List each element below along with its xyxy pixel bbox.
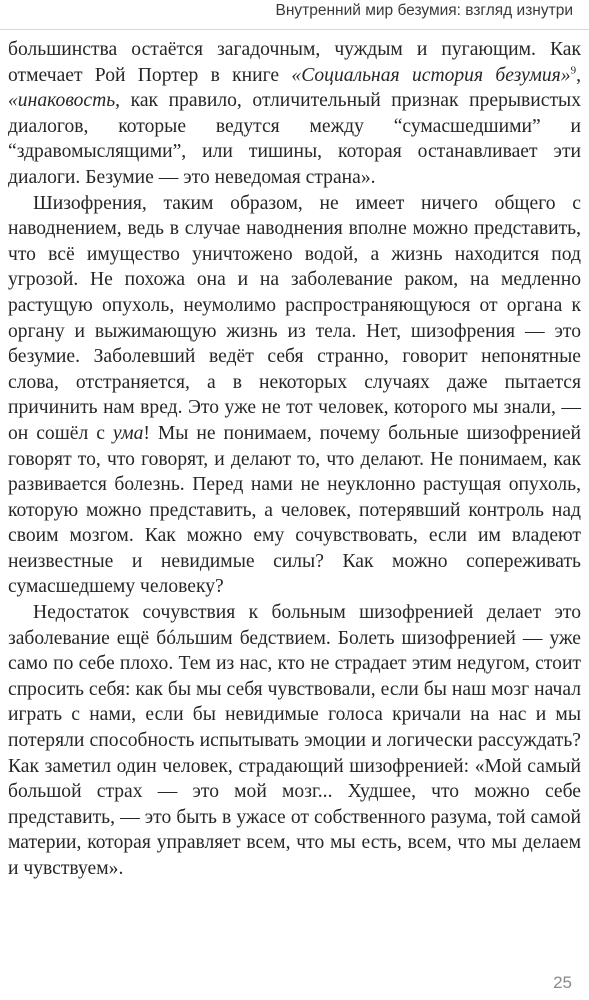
footnote-ref: 9	[570, 64, 577, 77]
book-title: «Социальная история безумия»	[291, 64, 571, 86]
running-header	[0, 0, 589, 30]
paragraph-1	[8, 37, 581, 191]
page-number: 25	[553, 973, 572, 992]
paragraph-1-text-a: большинства остаётся загадочным, чуждым и пугающим. Как отмечает Рой Портер в книге	[8, 39, 581, 86]
italic-mind: ума	[112, 422, 144, 444]
paragraph-1-text-b: , как правило, отличительный признак прерывистых диалогов, которые ведутся между “сумасшедшими” и “здравомыслящими”, или тишины, которая останавливает эти диалоги. Безумие — это неведомая страна».	[8, 90, 581, 188]
body-text	[8, 37, 581, 882]
paragraph-2-text-b: ! Мы не понимаем, почему больные шизофренией говорят то, что говорят, и делают то, что делают. Не понимаем, как развивается болезнь. Перед нами не неуклонно растущая опухоль, которую можно представить, а человек, потерявший контроль над своим мозгом. Как можно ему сочувствовать, если им владеют неизвестные и невидимые силы? Как можно сопереживать сумасшедшему человеку?	[8, 422, 581, 598]
paragraph-3: Недостаток сочувствия к больным шизофренией делает это заболевание ещё бóльшим бедствием. Болеть шизофренией — уже само по себе плохо. Тем из нас, кто не страдает этим недугом, стоит спросить себя: как бы мы себя чувствовали, если бы наш мозг начал играть с нами, если бы невидимые голоса кричали на нас и мы потеряли способность испытывать эмоции и логически рассуждать? Как заметил один человек, страдающий шизофренией: «Мой самый большой страх — это мой мозг... Худшее, что можно себе представить, — это быть в ужасе от собственного разума, той самой материи, которая управляет всем, что мы есть, всем, что мы делаем и чувствуем».	[8, 602, 581, 879]
paragraph-1-comma: ,	[576, 64, 581, 86]
paragraph-2	[8, 191, 581, 601]
paragraph-2-text-a: Шизофрения, таким образом, не имеет ничего общего с наводнением, ведь в случае наводнения вполне можно представить, что всё имущество уничтожено водой, а жизнь находится под угрозой. Не похожа она и на заболевание раком, на медленно растущую опухоль, неумолимо распространяющуюся от органа к органу и выжимающую жизнь из тела. Нет, шизофрения — это безумие. Заболевший ведёт себя странно, говорит непонятные слова, отстраняется, а в некоторых случаях даже пытается причинить нам вред. Это уже не тот человек, которого мы знали, — он сошёл с	[8, 192, 581, 444]
running-title: Внутренний мир безумия: взгляд изнутри	[275, 2, 573, 19]
italic-otherness: «инаковость	[8, 90, 116, 112]
